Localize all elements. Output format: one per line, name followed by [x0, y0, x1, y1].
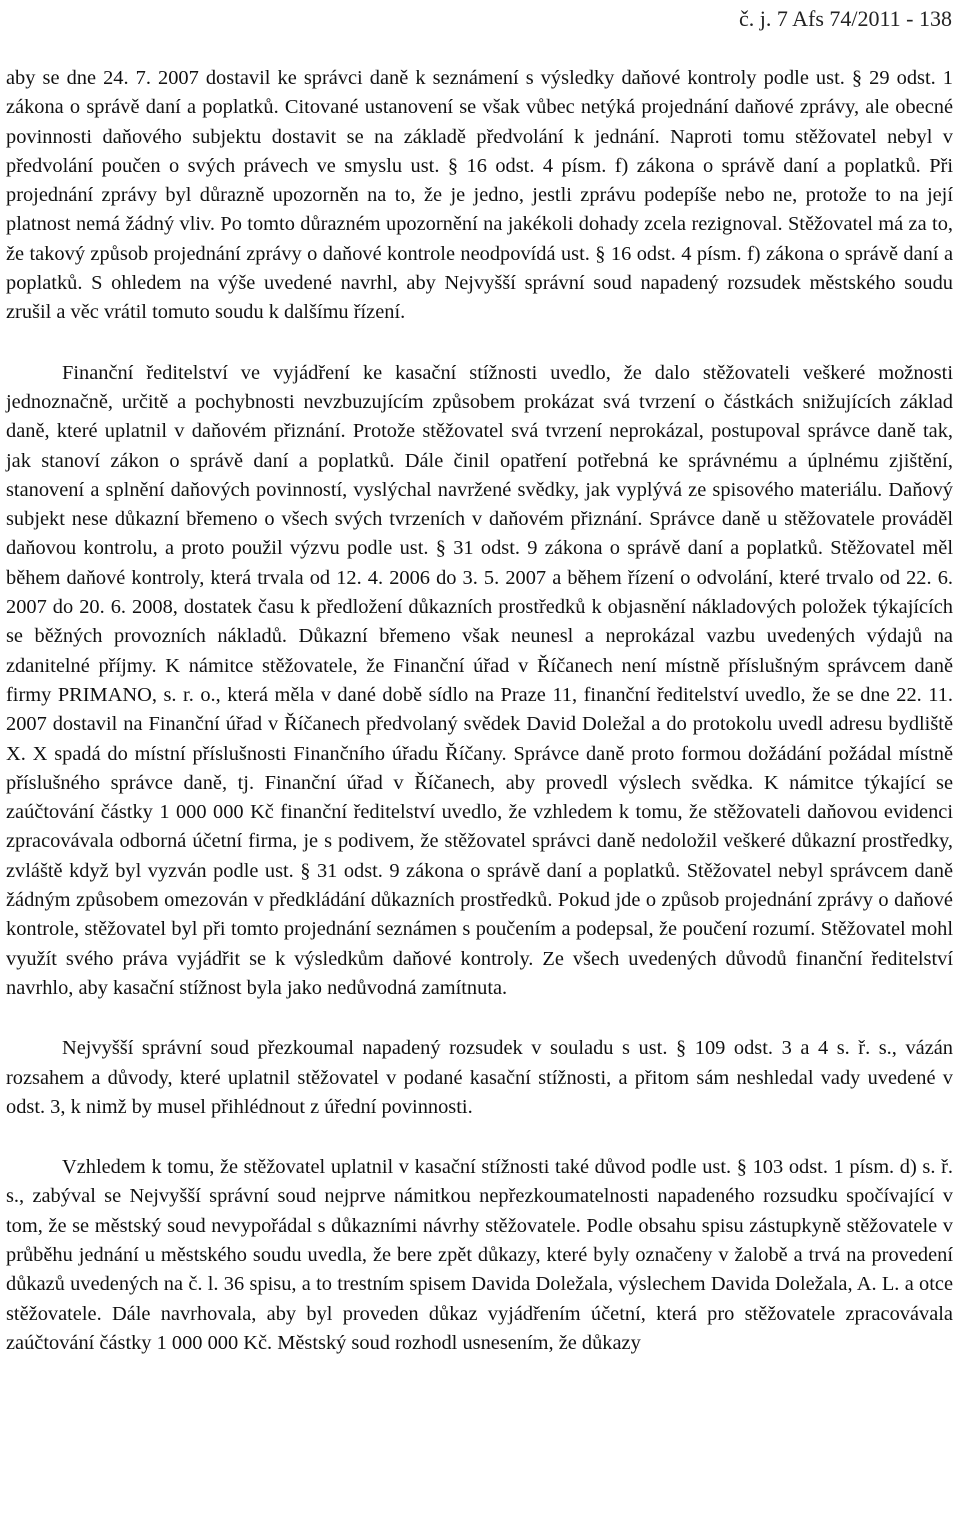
paragraph-vzhledem-k-tomu: Vzhledem k tomu, že stěžovatel uplatnil v kasační stížnosti také důvod podle ust. § 103 odst. 1 písm. d) s. ř. s., zabýval se Nejvyšší správní soud nejprve námitkou nepřezkoumatelnosti napadeného rozsudku spočívající v tom, že se městský soud nevypořádal s důkazními návrhy stěžovatele. Podle obsahu spisu zástupkyně stěžovatele v průběhu jednání u městského soudu uvedla, že bere zpět důkazy, které byly označeny v žalobě a trvá na provedení důkazů uvedených na č. l. 36 spisu, a to trestním spisem Davida Doležala, výslechem Davida Doležala, A. L. a otce stěžovatele. Dále navrhovala, aby byl proveden důkaz vyjádřením účetní, která pro stěžovatele zpracovávala zaúčtování částky 1 000 000 Kč. Městský soud rozhodl usnesením, že důkazy [6, 1156, 953, 1354]
paragraph-gap [6, 1003, 953, 1034]
paragraph-gap [6, 1122, 953, 1153]
case-reference-header: č. j. 7 Afs 74/2011 - 138 [738, 6, 952, 31]
paragraph-financni-reditelstvi: Finanční ředitelství ve vyjádření ke kasační stížnosti uvedlo, že dalo stěžovateli veškeré možnosti jednoznačně, určitě a pochybnosti nevzbuzujícím způsobem prokázat svá tvrzení o částkách snižujících základ daně, které uplatnil v daňovém přiznání. Protože stěžovatel svá tvrzení neprokázal, postupoval správce daně tak, jak stanoví zákon o správě daní a poplatků. Dále činil opatření potřebná ke správnému a úplnému zjištění, stanovení a splnění daňových povinností, vyslýchal navržené svědky, jak vyplývá ze spisového materiálu. Daňový subjekt nese důkazní břemeno o všech svých tvrzeních v daňovém přiznání. Správce daně u stěžovatele prováděl daňovou kontrolu, a proto použil výzvu podle ust. § 31 odst. 9 zákona o správě daní a poplatků. Stěžovatel měl během daňové kontroly, která trvala od 12. 4. 2006 do 3. 5. 2007 a během řízení o odvolání, které trvalo od 22. 6. 2007 do 20. 6. 2008, dostatek času k předložení důkazních prostředků k objasnění nákladových položek týkajících se běžných provozních nákladů. Důkazní břemeno však neunesl a neprokázal vazbu uvedených výdajů na zdanitelné příjmy. K námitce stěžovatele, že Finanční úřad v Říčanech není místně příslušným správcem daně firmy PRIMANO, s. r. o., která měla v dané době sídlo na Praze 11, finanční ředitelství uvedlo, že se dne 22. 11. 2007 dostavil na Finanční úřad v Říčanech předvolaný svědek David Doležal a do protokolu uvedl adresu bydliště X. X spadá do místní příslušnosti Finančního úřadu Říčany. Správce daně proto formou dožádání požádal místně příslušného správce daně, tj. Finanční úřad v Říčanech, aby provedl výslech svědka. K námitce týkající se zaúčtování částky 1 000 000 Kč finanční ředitelství uvedlo, že vzhledem k tomu, že stěžovateli daňovou evidenci zpracovávala odborná účetní firma, je s podivem, že stěžovatel správci daně nedoložil veškeré důkazní prostředky, zvláště když byl vyzván podle ust. § 31 odst. 9 zákona o správě daní a poplatků. Stěžovatel nebyl správcem daně žádným způsobem omezován v předkládání důkazních prostředků. Pokud jde o způsob projednání zprávy o daňové kontrole, stěžovatel byl při tomto projednání seznámen s poučením a podepsal, že poučení rozumí. Stěžovatel mohl využít svého práva vyjádřit se k výsledkům daňové kontroly. Ze všech uvedených důvodů finanční ředitelství navrhlo, aby kasační stížnost byla jako nedůvodná zamítnuta. [6, 361, 953, 999]
paragraph-nss-prezkoumal: Nejvyšší správní soud přezkoumal napadený rozsudek v souladu s ust. § 109 odst. 3 a 4 s. ř. s., vázán rozsahem a důvody, které uplatnil stěžovatel v podané kasační stížnosti, a přitom sám neshledal vady uvedené v odst. 3, k nimž by musel přihlédnout z úřední povinnosti. [6, 1037, 953, 1118]
paragraph-gap [6, 328, 953, 359]
document-body [6, 64, 953, 1358]
paragraph-continuation: aby se dne 24. 7. 2007 dostavil ke správci daně k seznámení s výsledky daňové kontroly podle ust. § 29 odst. 1 zákona o správě daní a poplatků. Citované ustanovení se však vůbec netýká projednání daňové zprávy, ale obecné povinnosti daňového subjektu dostavit se na základě předvolání k jednání. Naproti tomu stěžovatel nebyl v předvolání poučen o svých právech ve smyslu ust. § 16 odst. 4 písm. f) zákona o správě daní a poplatků. Při projednání zprávy byl důrazně upozorněn na to, že je jedno, jestli zprávu podepíše nebo ne, protože to na její platnost nemá žádný vliv. Po tomto důrazném upozornění na jakékoli dohady zcela rezignoval. Stěžovatel má za to, že takový způsob projednání zprávy o daňové kontrole neodpovídá ust. § 16 odst. 4 písm. f) zákona o správě daní a poplatků. S ohledem na výše uvedené navrhl, aby Nejvyšší správní soud napadený rozsudek městského soudu zrušil a věc vrátil tomuto soudu k dalšímu řízení. [6, 67, 953, 324]
